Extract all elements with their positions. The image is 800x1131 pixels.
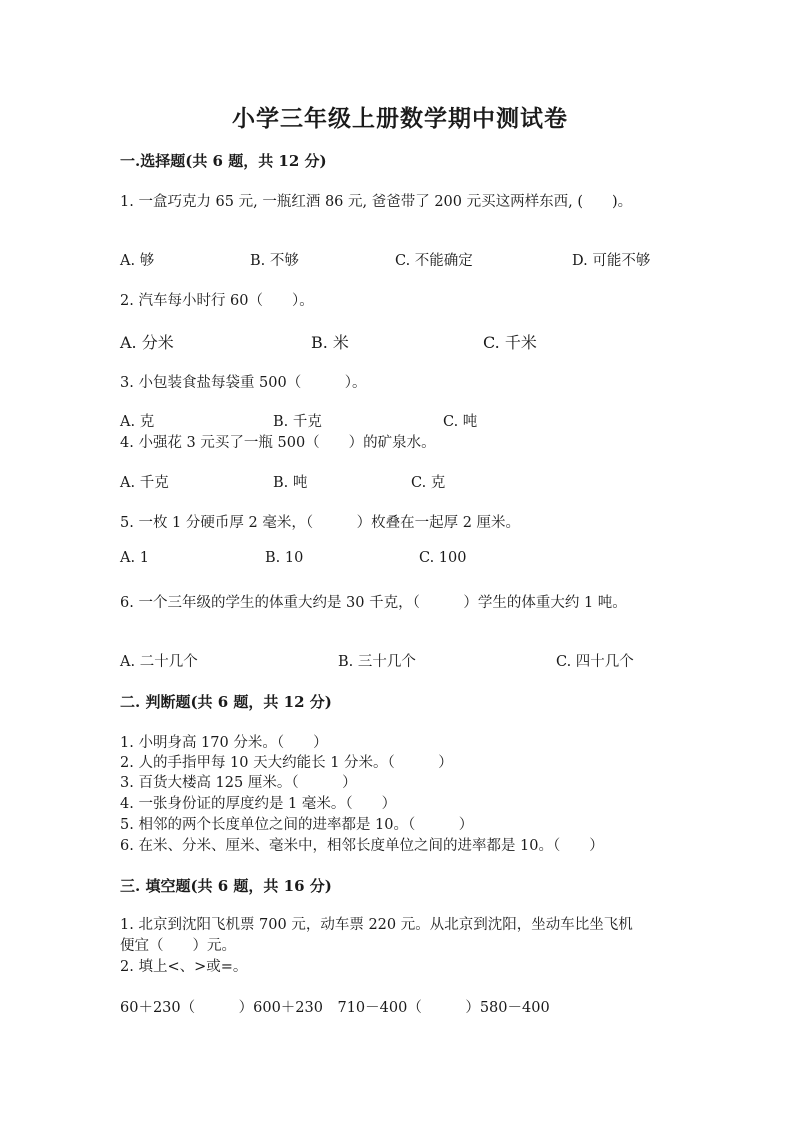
question-text: 6. 一个三年级的学生的体重大约是 30 千克，（ ）学生的体重大约 1 吨。 — [120, 595, 627, 611]
list-item: 4. 一张身份证的厚度约是 1 毫米。（ ） — [120, 796, 397, 812]
option: C. 100 — [419, 550, 467, 566]
page-title: 小学三年级上册数学期中测试卷 — [232, 105, 568, 132]
option: A. 克 — [120, 414, 155, 430]
question-text: 5. 一枚 1 分硬币厚 2 毫米，（ ）枚叠在一起厚 2 厘米。 — [120, 515, 521, 531]
list-item: 1. 小明身高 170 分米。（ ） — [120, 735, 328, 751]
option: C. 千米 — [483, 333, 537, 352]
section-heading-choice: 一.选择题(共 6 题，共 12 分) — [120, 152, 327, 170]
list-item: 5. 相邻的两个长度单位之间的进率都是 10。（ ） — [120, 817, 474, 833]
option: C. 吨 — [443, 414, 478, 430]
question-text: 1. 北京到沈阳飞机票 700 元，动车票 220 元。从北京到沈阳，坐动车比坐飞机 — [120, 917, 633, 933]
option: B. 10 — [265, 550, 304, 566]
option: B. 千克 — [273, 414, 322, 430]
list-item: 2. 人的手指甲每 10 天大约能长 1 分米。（ ） — [120, 755, 453, 771]
list-item: 3. 百货大楼高 125 厘米。（ ） — [120, 775, 357, 791]
option: B. 三十几个 — [338, 654, 416, 670]
question-text: 3. 小包装食盐每袋重 500（ ）。 — [120, 375, 367, 391]
option: C. 克 — [411, 475, 446, 491]
question-text: 便宜（ ）元。 — [120, 938, 236, 954]
question-text: 2. 填上<、>或=。 — [120, 959, 248, 975]
option: A. 分米 — [120, 333, 174, 352]
option: A. 1 — [120, 550, 149, 566]
option: C. 不能确定 — [395, 253, 473, 269]
option: B. 米 — [311, 333, 349, 352]
option: A. 千克 — [120, 475, 169, 491]
option: B. 不够 — [250, 253, 299, 269]
option: C. 四十几个 — [556, 654, 634, 670]
question-text: 4. 小强花 3 元买了一瓶 500（ ）的矿泉水。 — [120, 435, 436, 451]
question-text: 2. 汽车每小时行 60（ ）。 — [120, 293, 314, 309]
option: A. 够 — [120, 253, 155, 269]
option: A. 二十几个 — [120, 654, 198, 670]
comparison-expressions: 60＋230（ ）600＋230 710－400（ ）580－400 — [120, 1000, 550, 1016]
option: D. 可能不够 — [572, 253, 651, 269]
question-text: 1. 一盒巧克力 65 元, 一瓶红酒 86 元, 爸爸带了 200 元买这两样东西, ( )。 — [120, 194, 633, 210]
option: B. 吨 — [273, 475, 308, 491]
section-heading-fill: 三. 填空题(共 6 题，共 16 分) — [120, 877, 332, 895]
section-heading-judge: 二. 判断题(共 6 题，共 12 分) — [120, 693, 332, 711]
list-item: 6. 在米、分米、厘米、毫米中，相邻长度单位之间的进率都是 10。（ ） — [120, 838, 604, 854]
